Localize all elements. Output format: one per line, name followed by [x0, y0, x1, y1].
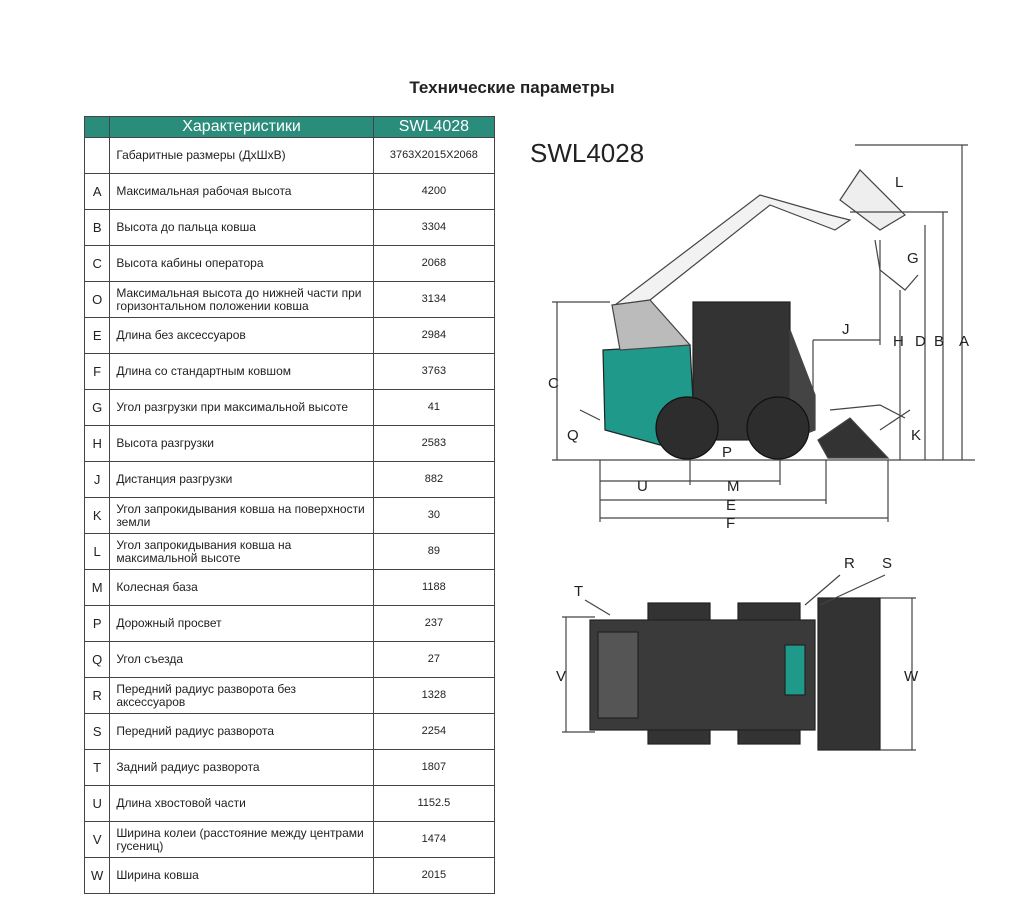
row-code: M	[85, 570, 110, 606]
label-B: B	[934, 333, 945, 350]
row-code: L	[85, 534, 110, 570]
row-name: Длина без аксессуаров	[110, 318, 373, 354]
row-name: Задний радиус разворота	[110, 750, 373, 786]
label-U: U	[637, 478, 648, 495]
row-code: E	[85, 318, 110, 354]
bucket	[818, 418, 888, 458]
row-code: W	[85, 858, 110, 894]
label-L: L	[895, 174, 904, 191]
row-name: Высота кабины оператора	[110, 246, 373, 282]
row-value: 3763	[373, 354, 494, 390]
row-value: 3134	[373, 282, 494, 318]
row-value: 1807	[373, 750, 494, 786]
model-label: SWL4028	[530, 138, 645, 168]
row-name: Габаритные размеры (ДхШхВ)	[110, 138, 373, 174]
row-code: Q	[85, 642, 110, 678]
label-W: W	[904, 668, 919, 685]
row-name: Ширина колеи (расстояние между центрами гусениц)	[110, 822, 373, 858]
label-S: S	[882, 555, 893, 572]
label-C: C	[548, 375, 559, 392]
row-code: B	[85, 210, 110, 246]
label-H: H	[893, 333, 904, 350]
row-value: 27	[373, 642, 494, 678]
row-code: T	[85, 750, 110, 786]
row-name: Угол съезда	[110, 642, 373, 678]
row-name: Высота разгрузки	[110, 426, 373, 462]
top-engine	[598, 632, 638, 718]
row-code: V	[85, 822, 110, 858]
row-code: C	[85, 246, 110, 282]
row-value: 89	[373, 534, 494, 570]
row-name: Угол запрокидывания ковша на максимальной высоте	[110, 534, 373, 570]
row-code: K	[85, 498, 110, 534]
row-name: Дистанция разгрузки	[110, 462, 373, 498]
row-value: 2583	[373, 426, 494, 462]
label-D: D	[915, 333, 926, 350]
front-wheel	[747, 397, 809, 459]
row-value: 882	[373, 462, 494, 498]
header-characteristics: Характеристики	[110, 117, 373, 138]
row-value: 4200	[373, 174, 494, 210]
row-code: A	[85, 174, 110, 210]
loader-tower	[612, 300, 690, 350]
loader-arm	[615, 195, 850, 305]
label-E: E	[726, 497, 737, 514]
row-code: G	[85, 390, 110, 426]
page-title: Технические параметры	[409, 78, 615, 97]
row-value: 2984	[373, 318, 494, 354]
row-value: 1152.5	[373, 786, 494, 822]
top-bucket	[818, 598, 880, 750]
row-code: S	[85, 714, 110, 750]
label-V: V	[556, 668, 567, 685]
label-A: A	[959, 333, 970, 350]
row-name: Длина хвостовой части	[110, 786, 373, 822]
row-value: 237	[373, 606, 494, 642]
label-P: P	[722, 444, 733, 461]
row-name: Дорожный просвет	[110, 606, 373, 642]
label-T: T	[574, 583, 584, 600]
header-model: SWL4028	[373, 117, 494, 138]
row-value: 1328	[373, 678, 494, 714]
row-value: 3763X2015X2068	[373, 138, 494, 174]
row-value: 1474	[373, 822, 494, 858]
row-name: Высота до пальца ковша	[110, 210, 373, 246]
label-Q: Q	[567, 427, 579, 444]
label-F: F	[726, 515, 736, 532]
label-K: K	[911, 427, 922, 444]
row-value: 30	[373, 498, 494, 534]
row-name: Длина со стандартным ковшом	[110, 354, 373, 390]
row-code: J	[85, 462, 110, 498]
row-code: U	[85, 786, 110, 822]
row-name: Колесная база	[110, 570, 373, 606]
row-code: P	[85, 606, 110, 642]
row-name: Угол разгрузки при максимальной высоте	[110, 390, 373, 426]
top-teal-part	[785, 645, 805, 695]
row-name: Угол запрокидывания ковша на поверхности земли	[110, 498, 373, 534]
label-M: M	[727, 478, 740, 495]
row-code: H	[85, 426, 110, 462]
row-name: Передний радиус разворота	[110, 714, 373, 750]
row-name: Максимальная рабочая высота	[110, 174, 373, 210]
row-value: 2068	[373, 246, 494, 282]
side-view	[552, 145, 975, 522]
top-view	[562, 575, 916, 750]
row-name: Ширина ковша	[110, 858, 373, 894]
row-value: 41	[373, 390, 494, 426]
row-code: R	[85, 678, 110, 714]
row-code: F	[85, 354, 110, 390]
row-code: O	[85, 282, 110, 318]
row-value: 3304	[373, 210, 494, 246]
row-value: 2254	[373, 714, 494, 750]
row-value: 1188	[373, 570, 494, 606]
row-name: Передний радиус разворота без аксессуаров	[110, 678, 373, 714]
label-J: J	[842, 321, 850, 338]
row-value: 2015	[373, 858, 494, 894]
label-G: G	[907, 250, 919, 267]
rear-wheel	[656, 397, 718, 459]
label-R: R	[844, 555, 855, 572]
row-name: Максимальная высота до нижней части при горизонтальном положении ковша	[110, 282, 373, 318]
bucket-tilted-outline	[830, 405, 905, 418]
